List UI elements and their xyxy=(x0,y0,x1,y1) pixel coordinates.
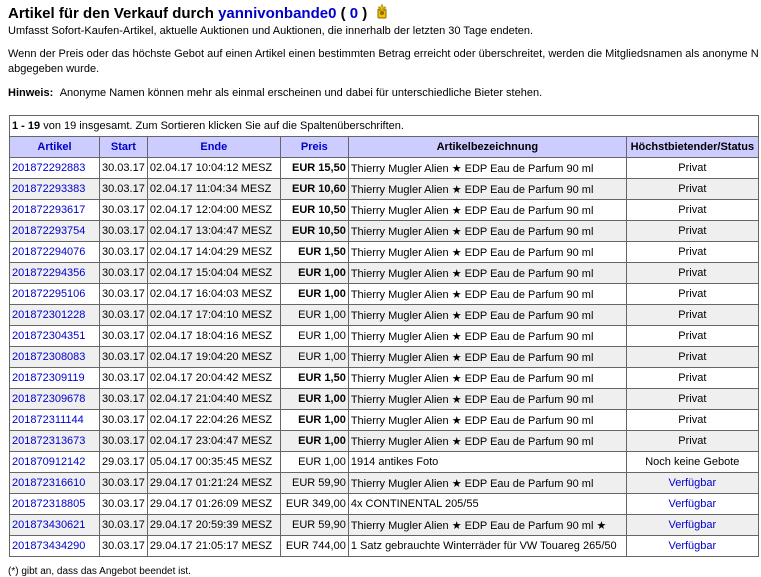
price-cell: EUR 1,00 xyxy=(280,410,348,431)
table-row xyxy=(10,452,759,473)
table-row xyxy=(10,158,759,179)
price-cell: EUR 59,90 xyxy=(280,473,348,494)
table-row xyxy=(10,179,759,200)
item-number-link[interactable]: 201872294076 xyxy=(12,246,86,258)
item-number-cell[interactable] xyxy=(10,326,100,347)
table-row xyxy=(10,326,759,347)
end-date-cell: 02.04.17 17:04:10 MESZ xyxy=(147,305,280,326)
item-title-cell: Thierry Mugler Alien ★ EDP Eau de Parfum 90 ml xyxy=(348,221,626,242)
start-date-cell: 30.03.17 xyxy=(100,200,148,221)
info-line-2: abgegeben wurde. xyxy=(8,63,100,75)
end-date-cell: 29.04.17 01:26:09 MESZ xyxy=(147,494,280,515)
price-cell: EUR 1,00 xyxy=(280,431,348,452)
price-cell: EUR 1,00 xyxy=(280,452,348,473)
feedback-score-link[interactable]: 0 xyxy=(349,5,359,22)
item-number-link[interactable]: 201872309678 xyxy=(12,393,86,405)
end-date-cell: 02.04.17 10:04:12 MESZ xyxy=(147,158,280,179)
start-date-cell: 30.03.17 xyxy=(100,473,148,494)
item-number-cell[interactable] xyxy=(10,305,100,326)
item-number-link[interactable]: 201872295106 xyxy=(12,288,86,300)
status-cell: Privat xyxy=(626,158,758,179)
status-cell: Privat xyxy=(626,221,758,242)
column-header-item[interactable] xyxy=(10,137,100,158)
summary-range: 1 - 19 xyxy=(12,120,41,132)
item-title-cell: Thierry Mugler Alien ★ EDP Eau de Parfum 90 ml xyxy=(348,158,626,179)
start-date-cell: 29.03.17 xyxy=(100,452,148,473)
status-cell: Privat xyxy=(626,326,758,347)
hint-label: Hinweis: xyxy=(8,87,54,99)
item-title-cell: Thierry Mugler Alien ★ EDP Eau de Parfum 90 ml xyxy=(348,305,626,326)
summary-text: von 19 insgesamt. Zum Sortieren klicken Sie auf die Spaltenüberschriften. xyxy=(40,120,404,132)
item-number-cell[interactable] xyxy=(10,179,100,200)
start-date-cell: 30.03.17 xyxy=(100,431,148,452)
status-cell: Privat xyxy=(626,431,758,452)
start-date-cell: 30.03.17 xyxy=(100,347,148,368)
price-cell: EUR 349,00 xyxy=(280,494,348,515)
item-title-cell: Thierry Mugler Alien ★ EDP Eau de Parfum 90 ml xyxy=(348,347,626,368)
price-cell: EUR 10,50 xyxy=(280,200,348,221)
start-date-cell: 30.03.17 xyxy=(100,158,148,179)
status-cell[interactable] xyxy=(626,536,758,557)
price-cell: EUR 744,00 xyxy=(280,536,348,557)
item-title-cell: 4x CONTINENTAL 205/55 xyxy=(348,494,626,515)
summary-row xyxy=(10,116,759,137)
column-header-status: Höchstbietender/Status xyxy=(626,137,758,158)
summary-cell xyxy=(10,116,759,137)
table-row xyxy=(10,200,759,221)
table-row xyxy=(10,410,759,431)
end-date-cell: 02.04.17 13:04:47 MESZ xyxy=(147,221,280,242)
table-row xyxy=(10,284,759,305)
item-number-cell[interactable] xyxy=(10,284,100,305)
item-number-link[interactable]: 201872308083 xyxy=(12,351,86,363)
items-table xyxy=(9,115,759,557)
column-header-price[interactable] xyxy=(280,137,348,158)
item-number-cell[interactable] xyxy=(10,473,100,494)
start-date-cell: 30.03.17 xyxy=(100,305,148,326)
item-number-link[interactable]: 201872309119 xyxy=(12,372,85,384)
item-number-cell[interactable] xyxy=(10,221,100,242)
end-date-cell: 29.04.17 21:05:17 MESZ xyxy=(147,536,280,557)
start-date-cell: 30.03.17 xyxy=(100,494,148,515)
item-number-link[interactable]: 201872311144 xyxy=(12,414,84,426)
column-header-start[interactable] xyxy=(100,137,148,158)
item-number-link[interactable]: 201872293383 xyxy=(12,183,86,195)
table-row xyxy=(10,242,759,263)
page-title xyxy=(8,4,389,24)
price-cell: EUR 1,00 xyxy=(280,326,348,347)
table-row xyxy=(10,515,759,536)
item-number-cell[interactable] xyxy=(10,431,100,452)
status-link[interactable]: Verfügbar xyxy=(668,477,717,489)
end-date-cell: 02.04.17 19:04:20 MESZ xyxy=(147,347,280,368)
footnote: (*) gibt an, dass das Angebot beendet ist. xyxy=(8,566,191,577)
price-cell: EUR 15,50 xyxy=(280,158,348,179)
title-prefix: Artikel für den Verkauf durch xyxy=(8,5,214,22)
item-number-cell[interactable] xyxy=(10,263,100,284)
status-cell: Privat xyxy=(626,263,758,284)
item-number-link[interactable]: 201870912142 xyxy=(12,456,86,468)
table-row xyxy=(10,347,759,368)
item-number-cell[interactable] xyxy=(10,494,100,515)
end-date-cell: 02.04.17 18:04:16 MESZ xyxy=(147,326,280,347)
start-date-cell: 30.03.17 xyxy=(100,389,148,410)
table-row xyxy=(10,263,759,284)
start-date-cell: 30.03.17 xyxy=(100,221,148,242)
start-date-cell: 30.03.17 xyxy=(100,368,148,389)
status-cell: Privat xyxy=(626,347,758,368)
start-date-cell: 30.03.17 xyxy=(100,326,148,347)
end-date-cell: 02.04.17 20:04:42 MESZ xyxy=(147,368,280,389)
item-number-cell[interactable] xyxy=(10,452,100,473)
item-number-link[interactable]: 201872313673 xyxy=(12,435,86,447)
status-cell: Privat xyxy=(626,410,758,431)
table-row xyxy=(10,431,759,452)
item-number-link[interactable]: 201872292883 xyxy=(12,162,86,174)
item-title-cell: Thierry Mugler Alien ★ EDP Eau de Parfum 90 ml xyxy=(348,389,626,410)
item-number-cell[interactable] xyxy=(10,515,100,536)
status-cell: Noch keine Gebote xyxy=(626,452,758,473)
sort-item-link[interactable]: Artikel xyxy=(37,141,72,153)
item-title-cell: Thierry Mugler Alien ★ EDP Eau de Parfum 90 ml ★ xyxy=(348,515,626,536)
end-date-cell: 02.04.17 22:04:26 MESZ xyxy=(147,410,280,431)
status-link[interactable]: Verfügbar xyxy=(668,540,717,552)
table-row xyxy=(10,536,759,557)
table-row xyxy=(10,368,759,389)
price-cell: EUR 1,00 xyxy=(280,284,348,305)
table-row xyxy=(10,473,759,494)
status-link[interactable]: Verfügbar xyxy=(668,519,717,531)
item-number-cell[interactable] xyxy=(10,158,100,179)
price-cell: EUR 10,60 xyxy=(280,179,348,200)
price-cell: EUR 10,50 xyxy=(280,221,348,242)
item-number-cell[interactable] xyxy=(10,200,100,221)
price-cell: EUR 1,00 xyxy=(280,305,348,326)
item-number-link[interactable]: 201872318805 xyxy=(12,498,86,510)
price-cell: EUR 1,50 xyxy=(280,242,348,263)
hint xyxy=(8,87,542,99)
end-date-cell: 02.04.17 23:04:47 MESZ xyxy=(147,431,280,452)
info-paragraph xyxy=(8,47,761,77)
item-title-cell: Thierry Mugler Alien ★ EDP Eau de Parfum 90 ml xyxy=(348,263,626,284)
start-date-cell: 30.03.17 xyxy=(100,242,148,263)
status-cell: Privat xyxy=(626,368,758,389)
sort-end-link[interactable]: Ende xyxy=(200,141,228,153)
status-cell[interactable] xyxy=(626,494,758,515)
item-number-link[interactable]: 201872301228 xyxy=(12,309,86,321)
item-title-cell: Thierry Mugler Alien ★ EDP Eau de Parfum 90 ml xyxy=(348,179,626,200)
item-number-cell[interactable] xyxy=(10,410,100,431)
item-number-link[interactable]: 201872293754 xyxy=(12,225,86,237)
item-title-cell: Thierry Mugler Alien ★ EDP Eau de Parfum 90 ml xyxy=(348,368,626,389)
price-cell: EUR 1,00 xyxy=(280,263,348,284)
end-date-cell: 02.04.17 15:04:04 MESZ xyxy=(147,263,280,284)
table-row xyxy=(10,305,759,326)
start-date-cell: 30.03.17 xyxy=(100,536,148,557)
sort-start-link[interactable]: Start xyxy=(110,141,136,153)
price-cell: EUR 1,00 xyxy=(280,347,348,368)
item-title-cell: Thierry Mugler Alien ★ EDP Eau de Parfum 90 ml xyxy=(348,242,626,263)
info-line-1: Wenn der Preis oder das höchste Gebot auf einen Artikel einen bestimmten Betrag erreicht oder überschreitet, werden die Mitgliedsnamen als anonyme N xyxy=(8,48,759,60)
price-cell: EUR 1,50 xyxy=(280,368,348,389)
seller-star-icon xyxy=(375,4,389,20)
table-row xyxy=(10,494,759,515)
start-date-cell: 30.03.17 xyxy=(100,410,148,431)
item-title-cell: Thierry Mugler Alien ★ EDP Eau de Parfum 90 ml xyxy=(348,200,626,221)
subtitle: Umfasst Sofort-Kaufen-Artikel, aktuelle Auktionen und Auktionen, die innerhalb der letzten 30 Tage endeten. xyxy=(8,25,534,37)
item-number-cell[interactable] xyxy=(10,242,100,263)
end-date-cell: 29.04.17 01:21:24 MESZ xyxy=(147,473,280,494)
start-date-cell: 30.03.17 xyxy=(100,263,148,284)
start-date-cell: 30.03.17 xyxy=(100,515,148,536)
feedback-close: ) xyxy=(362,5,368,22)
sort-price-link[interactable]: Preis xyxy=(300,141,328,153)
feedback-open: ( xyxy=(340,5,346,22)
column-header-end[interactable] xyxy=(147,137,280,158)
price-cell: EUR 59,90 xyxy=(280,515,348,536)
status-link[interactable]: Verfügbar xyxy=(668,498,717,510)
item-number-link[interactable]: 201873430621 xyxy=(12,519,86,531)
status-cell: Privat xyxy=(626,242,758,263)
item-number-cell[interactable] xyxy=(10,347,100,368)
item-number-link[interactable]: 201872293617 xyxy=(12,204,86,216)
hint-text: Anonyme Namen können mehr als einmal erscheinen und dabei für unterschiedliche Bieter stehen. xyxy=(59,87,543,99)
status-cell[interactable] xyxy=(626,515,758,536)
end-date-cell: 02.04.17 14:04:29 MESZ xyxy=(147,242,280,263)
item-title-cell: Thierry Mugler Alien ★ EDP Eau de Parfum 90 ml xyxy=(348,326,626,347)
header-row xyxy=(10,137,759,158)
item-title-cell: Thierry Mugler Alien ★ EDP Eau de Parfum 90 ml xyxy=(348,473,626,494)
end-date-cell: 02.04.17 11:04:34 MESZ xyxy=(147,179,280,200)
status-cell: Privat xyxy=(626,200,758,221)
item-title-cell: Thierry Mugler Alien ★ EDP Eau de Parfum 90 ml xyxy=(348,431,626,452)
item-number-link[interactable]: 201872294356 xyxy=(12,267,86,279)
end-date-cell: 02.04.17 21:04:40 MESZ xyxy=(147,389,280,410)
item-title-cell: Thierry Mugler Alien ★ EDP Eau de Parfum 90 ml xyxy=(348,410,626,431)
start-date-cell: 30.03.17 xyxy=(100,179,148,200)
status-cell: Privat xyxy=(626,179,758,200)
item-number-cell[interactable] xyxy=(10,368,100,389)
item-title-cell: 1 Satz gebrauchte Winterräder für VW Touareg 265/50 xyxy=(348,536,626,557)
column-header-description: Artikelbezeichnung xyxy=(348,137,626,158)
seller-name-link[interactable]: yannivonbande0 xyxy=(218,5,337,22)
item-number-link[interactable]: 201872316610 xyxy=(12,477,86,489)
table-row xyxy=(10,389,759,410)
status-cell: Privat xyxy=(626,389,758,410)
item-title-cell: 1914 antikes Foto xyxy=(348,452,626,473)
status-cell[interactable] xyxy=(626,473,758,494)
price-cell: EUR 1,00 xyxy=(280,389,348,410)
item-number-cell[interactable] xyxy=(10,389,100,410)
end-date-cell: 02.04.17 12:04:00 MESZ xyxy=(147,200,280,221)
end-date-cell: 02.04.17 16:04:03 MESZ xyxy=(147,284,280,305)
status-cell: Privat xyxy=(626,305,758,326)
item-number-cell[interactable] xyxy=(10,536,100,557)
item-number-link[interactable]: 201873434290 xyxy=(12,540,86,552)
item-title-cell: Thierry Mugler Alien ★ EDP Eau de Parfum 90 ml xyxy=(348,284,626,305)
table-row xyxy=(10,221,759,242)
start-date-cell: 30.03.17 xyxy=(100,284,148,305)
status-cell: Privat xyxy=(626,284,758,305)
table-body xyxy=(10,158,759,557)
end-date-cell: 29.04.17 20:59:39 MESZ xyxy=(147,515,280,536)
item-number-link[interactable]: 201872304351 xyxy=(12,330,86,342)
end-date-cell: 05.04.17 00:35:45 MESZ xyxy=(147,452,280,473)
